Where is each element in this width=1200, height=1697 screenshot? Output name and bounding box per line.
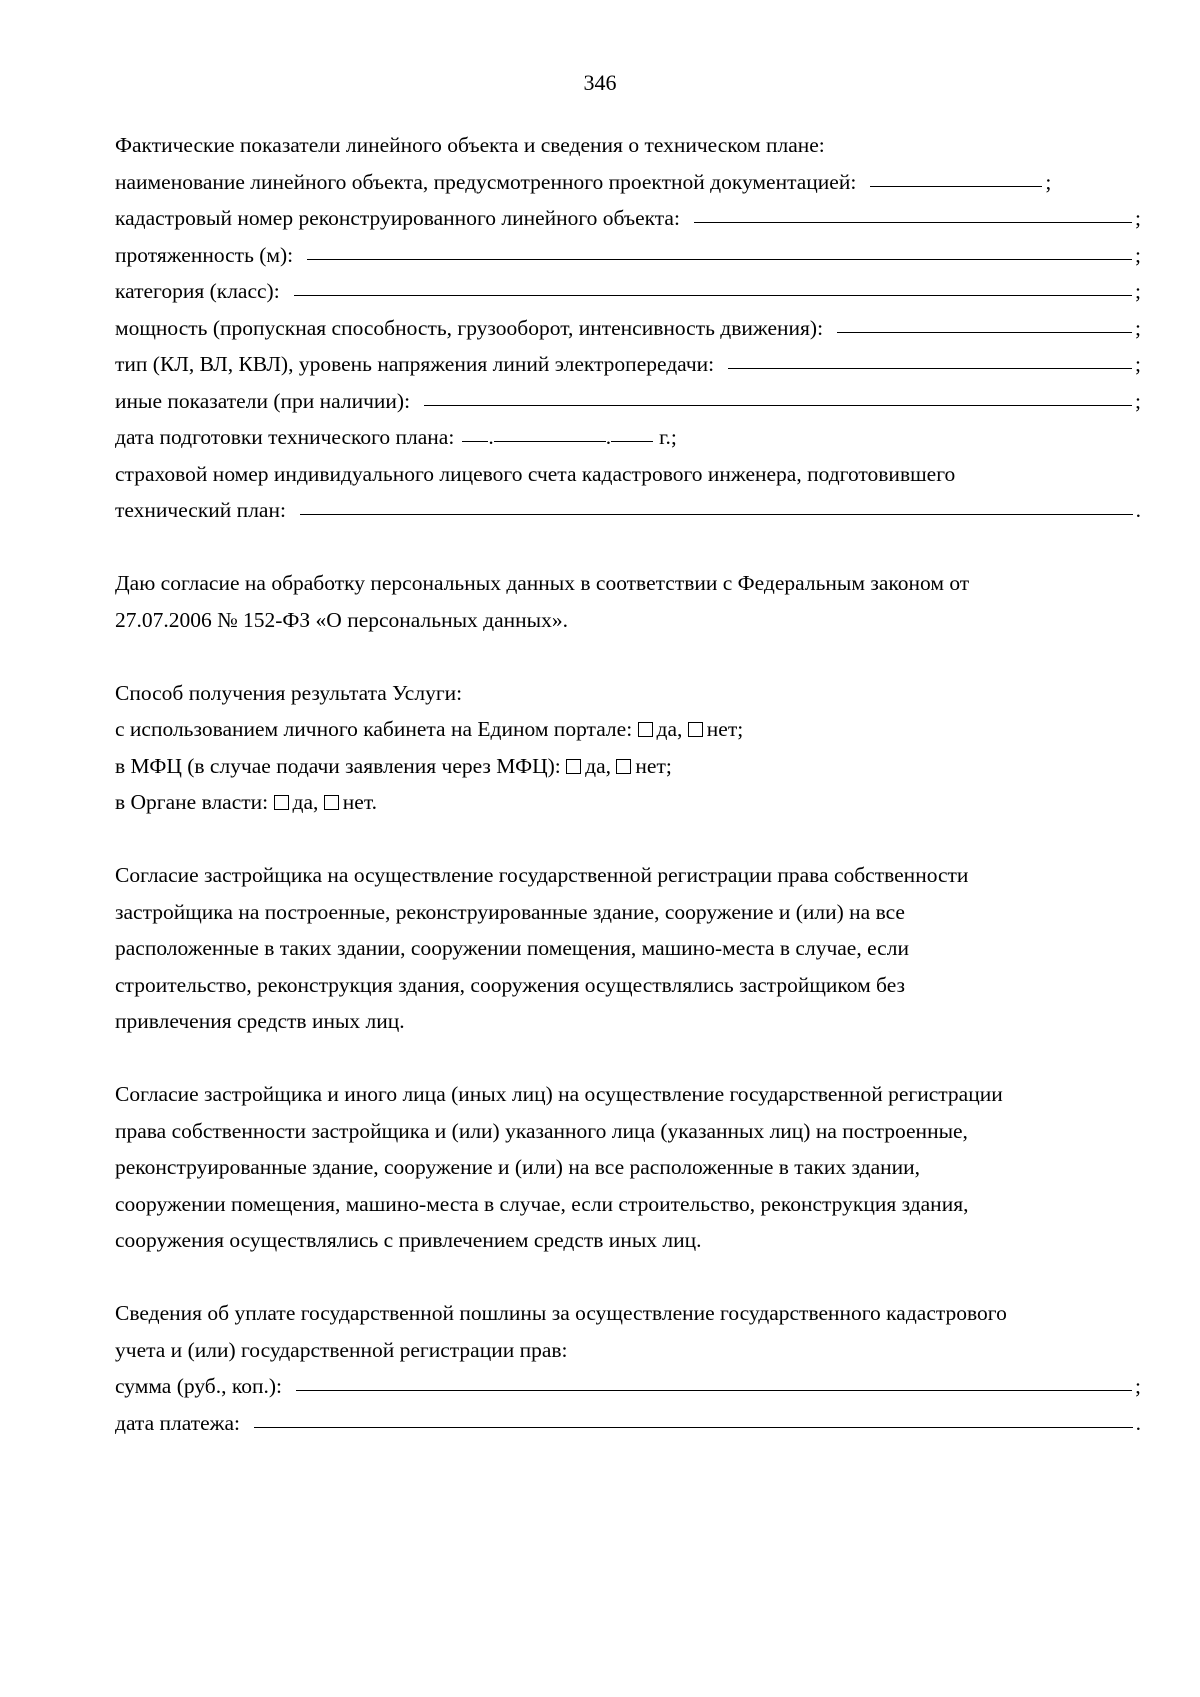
checkbox-no[interactable]	[616, 759, 631, 774]
semicolon: ;	[1135, 242, 1141, 267]
type-label: тип (КЛ, ВЛ, КВЛ), уровень напряжения линий электропередачи:	[115, 352, 715, 376]
plan-date-year-field[interactable]	[611, 419, 653, 442]
paragraph-line: Согласие застройщика и иного лица (иных лиц) на осуществление государственной регистрации	[115, 1082, 1003, 1106]
paragraph-line: строительство, реконструкция здания, сооружения осуществлялись застройщиком без	[115, 972, 906, 997]
cadastral-field[interactable]	[694, 200, 1132, 223]
fee-amount-label: сумма (руб., коп.):	[115, 1374, 282, 1398]
name-label: наименование линейного объекта, предусмотренного проектной документацией:	[115, 169, 857, 194]
checkbox-yes[interactable]	[566, 759, 581, 774]
category-field[interactable]	[294, 273, 1132, 296]
period: .	[1135, 498, 1141, 522]
plan-date-day-field[interactable]	[462, 419, 488, 442]
paragraph-line: сооружении помещения, машино-места в случае, если строительство, реконструкция здания,	[115, 1191, 969, 1216]
fee-heading: Сведения об уплате государственной пошлины за осуществление государственного кадастрового	[115, 1301, 1007, 1325]
result-option-mfc	[115, 748, 1141, 785]
year-suffix: г.;	[659, 425, 677, 449]
other-label: иные показатели (при наличии):	[115, 388, 411, 413]
name-field[interactable]	[870, 164, 1042, 187]
semicolon: ;	[1135, 279, 1141, 303]
cadastral-label: кадастровый номер реконструированного линейного объекта:	[115, 206, 680, 230]
option-label: в Органе власти:	[115, 790, 269, 814]
fee-date-row	[115, 1405, 1141, 1442]
result-option-authority	[115, 784, 1141, 821]
no-label: нет.	[342, 790, 377, 814]
snils-label: технический план:	[115, 498, 286, 522]
fee-amount-row	[115, 1368, 1141, 1405]
consent-line: 27.07.2006 № 152-ФЗ «О персональных данных».	[115, 607, 568, 632]
option-label: в МФЦ (в случае подачи заявления через МФЦ):	[115, 753, 561, 778]
type-field[interactable]	[728, 346, 1132, 369]
snils-line: страховой номер индивидуального лицевого счета кадастрового инженера, подготовившего	[115, 461, 956, 486]
yes-label: да,	[656, 717, 683, 741]
plan-date-row	[115, 419, 1141, 456]
length-field[interactable]	[307, 237, 1132, 260]
fee-date-field[interactable]	[254, 1405, 1133, 1428]
semicolon: ;	[1135, 388, 1141, 413]
length-row	[115, 237, 1141, 274]
fee-amount-field[interactable]	[296, 1368, 1132, 1391]
fee-heading-cont: учета и (или) государственной регистрации прав:	[115, 1337, 568, 1362]
snils-row	[115, 492, 1141, 529]
semicolon: ;	[1045, 169, 1052, 194]
developer-other-consent-paragraph	[115, 1076, 1141, 1259]
type-row	[115, 346, 1141, 383]
yes-label: да,	[585, 753, 612, 778]
no-label: нет;	[706, 717, 744, 741]
paragraph-line: расположенные в таких здании, сооружении помещения, машино-места в случае, если	[115, 936, 909, 960]
semicolon: ;	[1135, 315, 1141, 340]
date-separator: .	[488, 425, 494, 449]
category-label: категория (класс):	[115, 279, 280, 303]
power-label: мощность (пропускная способность, грузооборот, интенсивность движения):	[115, 315, 824, 340]
snils-field[interactable]	[300, 492, 1133, 515]
paragraph-line: застройщика на построенные, реконструированные здание, сооружение и (или) на все	[115, 899, 905, 924]
tech-heading: Фактические показатели линейного объекта и сведения о техническом плане:	[115, 133, 825, 157]
result-option-portal	[115, 711, 1141, 748]
page-number: 346	[583, 70, 617, 95]
option-label: с использованием личного кабинета на Едином портале:	[115, 717, 633, 741]
length-label: протяженность (м):	[115, 242, 294, 267]
result-heading: Способ получения результата Услуги:	[115, 680, 463, 705]
name-row	[115, 164, 1141, 201]
paragraph-line: права собственности застройщика и (или) указанного лица (указанных лиц) на построенные,	[115, 1118, 968, 1143]
other-row	[115, 383, 1141, 420]
power-row	[115, 310, 1141, 347]
no-label: нет;	[635, 753, 672, 778]
checkbox-yes[interactable]	[274, 795, 289, 810]
paragraph-line: реконструированные здание, сооружение и (или) на все расположенные в таких здании,	[115, 1155, 921, 1179]
plan-date-month-field[interactable]	[494, 419, 606, 442]
paragraph-line: привлечения средств иных лиц.	[115, 1009, 405, 1033]
fee-date-label: дата платежа:	[115, 1410, 241, 1435]
form-content	[115, 127, 1141, 1441]
paragraph-line: сооружения осуществлялись с привлечением средств иных лиц.	[115, 1228, 702, 1252]
semicolon: ;	[1135, 352, 1141, 376]
checkbox-yes[interactable]	[638, 722, 653, 737]
developer-consent-paragraph	[115, 857, 1141, 1040]
semicolon: ;	[1135, 206, 1141, 230]
consent-line: Даю согласие на обработку персональных данных в соответствии с Федеральным законом от	[115, 571, 970, 595]
yes-label: да,	[292, 790, 319, 814]
plan-date-label: дата подготовки технического плана:	[115, 425, 455, 449]
checkbox-no[interactable]	[324, 795, 339, 810]
cadastral-row	[115, 200, 1141, 237]
period: .	[1135, 1410, 1141, 1435]
paragraph-line: Согласие застройщика на осуществление государственной регистрации права собственности	[115, 863, 969, 887]
checkbox-no[interactable]	[688, 722, 703, 737]
semicolon: ;	[1135, 1374, 1141, 1398]
date-separator: .	[605, 425, 612, 449]
power-field[interactable]	[837, 310, 1132, 333]
other-field[interactable]	[424, 383, 1132, 406]
category-row	[115, 273, 1141, 310]
